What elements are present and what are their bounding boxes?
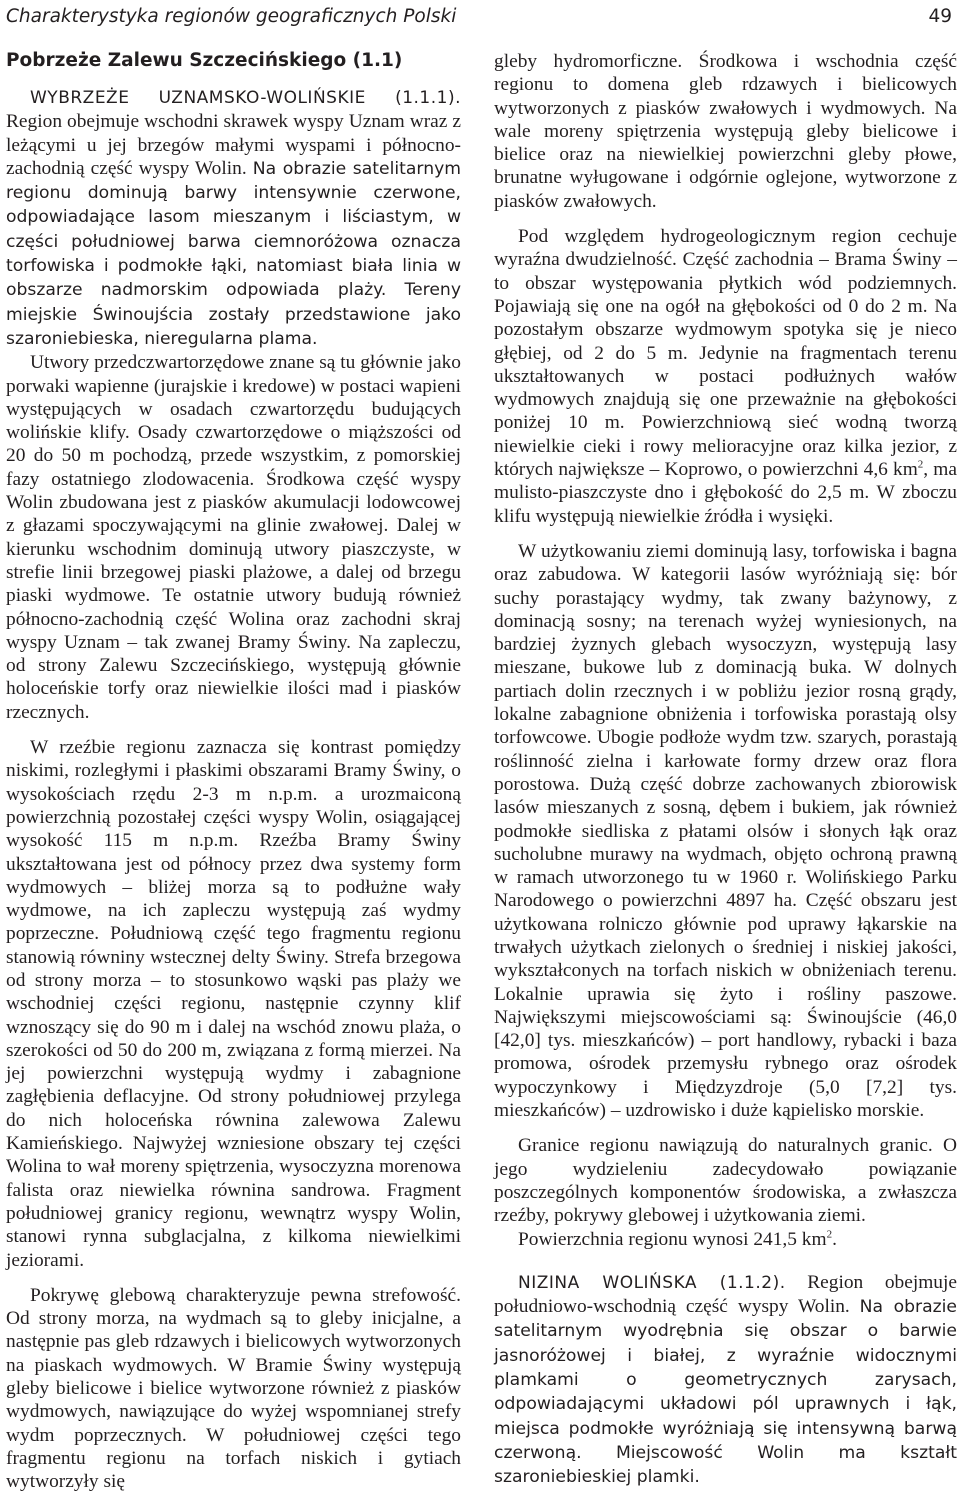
paragraph-text: . [832, 1228, 837, 1250]
paragraph-geology: Utwory przedczwartorzędowe znane są tu głównie jako porwaki wapienne (jurajskie i kredowe) w postaci wapieni występujących w osadach czwartorzędu budujących wolińskie klify. Osady czwartorzędowe o miąższości od 20 do 50 m pochodzą, przede wszystkim, z pomorskiej fazy ostatniego zlodowacenia. Środkowa część wyspy Wolin zbudowana jest z piasków akumulacji lodowcowej z głazami spoczywającymi na glinie zwałowej. Dalej w kierunku wschodnim dominują utwory piaszczyste, w strefie linii brzegowej piaski plażowe, a dalej od brzegu piaski wydmowe. Te ostatnie utwory budują również północno-zachodnią część Wolina oraz zachodni skraj wyspy Uznam – tak zwanej Bramy Świny. Na zapleczu, od strony Zalewu Szczecińskiego, występują głównie holoceńskie torfy oraz niewielkie ilości mad i piasków rzecznych. [6, 352, 461, 723]
running-header [6, 2, 952, 30]
paragraph-text: Powierzchnia regionu wynosi 241,5 km [518, 1228, 827, 1250]
paragraph-text: , ma mulisto-piaszczyste dno i głębokość do 2,5 m. W zboczu klifu występują niewielkie źródła i wysięki. [494, 459, 957, 527]
superscript: 2 [826, 1228, 833, 1241]
satellite-description: Na obrazie satelitarnym wyodrębnia się obszar o barwie jasnoróżowej i białej, z wyraźnie widocznymi plamkami o geometrycznych zarysach, odpowiadającymi układowi pól uprawnych i łąk, miejsca podmokłe wyróżniają się intensywną barwą czerwoną. Miejscowość Wolin ma kształt szaroniebieskiej plamki. [494, 1297, 957, 1488]
paragraph-text: Region obejmuje południowo-wschodnią część wyspy Wolin. [494, 1271, 957, 1318]
right-column [494, 50, 957, 1490]
paragraph-soils: Pokrywę glebową charakteryzuje pewna strefowość. Od strony morza, na wydmach są to gleby inicjalne, a następnie pas gleb rdzawych i bielicowych wytworzonych na piaskach wydmowych. W Bramie Świny występują gleby bielicowe i bielice wytworzone również z piasków wydmowych, nawiązujące do wyżej wspomnianej strefy wydm poprzecznych. W południowej części tego fragmentu regionu na torfach niskich i gytiach wytworzyły się [6, 1284, 461, 1493]
subregion-title: WYBRZEŻE UZNAMSKO-WOLIŃSKIE (1.1.1). [30, 88, 461, 108]
superscript: 2 [917, 458, 924, 471]
subregion-title: NIZINA WOLIŃSKA (1.1.2). [518, 1272, 786, 1293]
paragraph-hydrogeology [494, 225, 957, 528]
running-title: Charakterystyka regionów geograficznych Polski [6, 6, 457, 27]
paragraph-relief: W rzeźbie regionu zaznacza się kontrast pomiędzy niskimi, rozległymi i płaskimi obszarami Bramy Świny, o wysokościach rzędu 2-3 m n.p.m. a urozmaiconą powierzchnią pozostałej części wyspy Wolin, osiągającej wysokość 115 m n.p.m. Rzeźba Bramy Świny ukształtowana jest od północy przez dwa systemy form wydmowych – bliżej morza są to podłużne wały wydmowe, na ich zapleczu występują zaś wydmy poprzeczne. Południową część tego fragmentu regionu stanowią równiny wstecznej delty Świny. Strefa brzegowa od strony morza – to stosunkowo wąski pas plaży we wschodniej części regionu, następnie czynny klif wznoszący się do 90 m i dalej na wschód znowu plaża, o szerokości od 50 do 200 m, związana z formą mierzei. Na jej powierzchni występują wydmy i zabagnione zagłębienia deflacyjne. Od strony południowej przylega do nich holoceńska równina zalewowa Zalewu Kamieńskiego. Najwyżej wzniesione obszary tej części Wolina to wał moreny spiętrzenia, wysoczyzna morenowa falista oraz niewielka równina sandrowa. Fragment południowej granicy regionu, wewnątrz wyspy Wolin, stanowi rynna subglacjalna, z kilkoma niewielkimi jeziorami. [6, 737, 461, 1271]
left-column [6, 50, 461, 1494]
page-number: 49 [928, 6, 952, 27]
paragraph-region-intro [6, 86, 461, 351]
paragraph-text: Region obejmuje wschodni skrawek wyspy Uznam wraz z leżącymi u jej brzegów małymi wyspami i północno-zachodnią część wyspy Wolin. [6, 111, 461, 179]
section-heading: Pobrzeże Zalewu Szczecińskiego (1.1) [6, 50, 403, 71]
paragraph-nizina-wolinska [494, 1271, 957, 1490]
paragraph-boundaries: Granice regionu nawiązują do naturalnych granic. O jego wydzieleniu zadecydowało powiązanie poszczególnych komponentów środowiska, a zwłaszcza rzeźby, pokrywy glebowej i użytkowania ziemi. [494, 1135, 957, 1227]
satellite-description: Na obrazie satelitarnym regionu dominują barwy intensywnie czerwone, odpowiadające lasom mieszanym i liściastym, w części południowej barwa ciemnoróżowa oznacza torfowiska i podmokłe łąki, natomiast biała linia w obszarze nadmorskim odpowiada plaży. Tereny miejskie Świnoujścia zostały przedstawione jako szaroniebieska, nieregularna plama. [6, 158, 461, 349]
paragraph-land-use: W użytkowaniu ziemi dominują lasy, torfowiska i bagna oraz zabudowa. W kategorii lasów wyróżniają się: bór suchy porastający wydmy, tak zwany bażynowy, z dominacją sosny; na terenach wyżej wyniesionych, na bardziej żyznych glebach wysoczyzn, występują lasy mieszane, bukowe lub z dominacją buka. W dolnych partiach dolin rzecznych i w pobliżu jezior rosną grądy, lokalne zabagnione obniżenia i torfowiska porastają olsy torfowcowe. Ubogie podłoże wydm tzw. szarych, porastają roślinność zielna i karłowate formy drzew oraz flora porostowa. Dużą część dobrze zachowanych zbiorowisk lasów mieszanych z sosną, dębem i bukiem, jak również podmokłe siedliska z płatami olsów i słonych łąk oraz sucholubne murawy na wydmach, objęto ochroną prawną w ramach utworzonego tu w 1960 r. Wolińskiego Parku Narodowego o powierzchni 4897 ha. Część obszaru jest użytkowana rolniczo głównie pod uprawy łąkarskie na trwałych użytkach zielonych o średniej i niskiej jakości, wykształconych na torfach niskich w obniżeniach terenu. Lokalnie uprawia się żyto i rośliny paszowe. Największymi miejscowościami są: Świnoujście (46,0 [42,0] tys. mieszkańców) – port handlowy, rybacki i baza promowa, ośrodek przemysłu rybnego oraz ośrodek wypoczynkowy i Międzyzdroje (5,0 [7,2] tys. mieszkańców) – uzdrowisko i duże kąpielisko morskie. [494, 540, 957, 1122]
paragraph-area [494, 1228, 957, 1251]
paragraph-soils-continued: gleby hydromorficzne. Środkowa i wschodnia część regionu to domena gleb rdzawych i bielicowych wytworzonych z piasków zwałowych i wydmowych. Na wale moreny spiętrzenia występują gleby bielicowe i bielice oraz na niewielkiej powierzchni gleby płowe, brunatne wyługowane i odgórnie oglejone, wytworzone z piasków zwałowych. [494, 51, 957, 212]
paragraph-text: Pod względem hydrogeologicznym region cechuje wyraźna dwudzielność. Część zachodnia – Brama Świny – to obszar występowania płytkich wód podziemnych. Pojawiają się one na ogół na głębokości od 0 do 2 m. Na pozostałym obszarze wydmowym spotyka się je nieco głębiej, od 2 do 5 m. Jedynie na fragmentach terenu ukształtowanych w postaci podłużnych wałów wydmowych znajdują się one przeważnie na głębokości poniżej 10 m. Powierzchniową sieć wodną tworzą niewielkie cieki i rowy melioracyjne oraz kilka jezior, z których największe – Koprowo, o powierzchni 4,6 km [494, 226, 957, 481]
